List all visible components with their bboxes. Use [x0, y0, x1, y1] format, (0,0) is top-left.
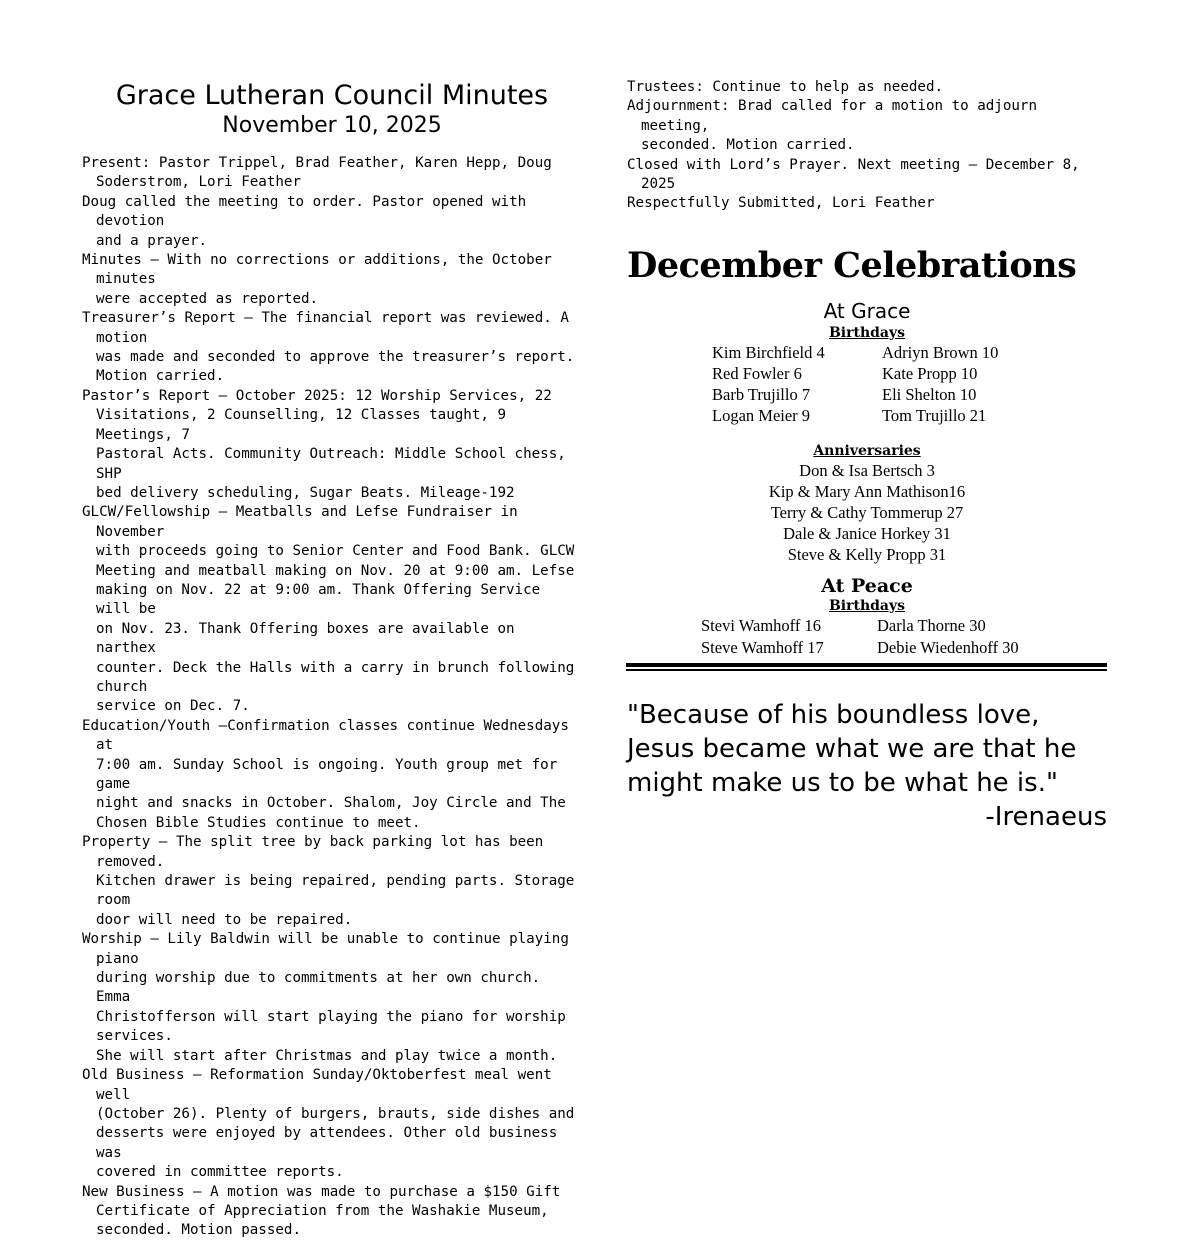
quote-author: -Irenaeus [985, 802, 1107, 832]
peace-birthdays-heading: Birthdays [828, 597, 906, 614]
minutes-call-to-order: Doug called the meeting to order. Pastor opened with devotion and a prayer. [82, 193, 527, 249]
list-item: Steve & Kelly Propp 31 [787, 544, 947, 564]
grace-anniversaries-heading: Anniversaries [813, 442, 921, 459]
grace-heading: At Grace [823, 298, 911, 323]
minutes-old-business: Old Business – Reformation Sunday/Oktoberfest meal went well (October 26). Plenty of burgers, brauts, side dishes and desserts were enjoyed by attendees. Other old business was covered in committee reports. [82, 1067, 575, 1181]
list-item: Steve Wamhoff 17 [701, 637, 824, 657]
minutes-trustees: Trustees: Continue to help as needed. [627, 79, 944, 95]
minutes-approval: Minutes – With no corrections or additions, the October minutes were accepted as reported. [82, 252, 552, 307]
minutes-glcw-fellowship: GLCW/Fellowship – Meatballs and Lefse Fundraiser in November with proceeds going to Senior Center and Food Bank. GLCW Meeting and meatball making on Nov. 20 at 9:00 am. Lefse making on Nov. 22 at 9:00 am. Thank Offering Service will be on Nov. 23. Thank Offering boxes are available on narthex counter. Deck the Halls with a carry in brunch following church service on Dec. 7. [82, 504, 575, 715]
list-item: Don & Isa Bertsch 3 [799, 460, 935, 480]
list-item: Red Fowler 6 [712, 363, 802, 383]
right-column [627, 78, 1107, 659]
minutes-continued [627, 78, 1107, 214]
list-item: Kate Propp 10 [882, 363, 978, 383]
list-item: Debie Wiedenhoff 30 [877, 637, 1019, 657]
grace-anniversaries-list [627, 460, 1107, 565]
list-item: Tom Trujillo 21 [882, 405, 987, 425]
list-item: Kim Birchfield 4 [712, 342, 825, 362]
minutes-present: Present: Pastor Trippel, Brad Feather, Karen Hepp, Doug Soderstrom, Lori Feather [82, 155, 552, 191]
council-minutes-section [82, 80, 582, 1241]
minutes-worship: Worship – Lily Baldwin will be unable to continue playing piano during worship due to commitments at her own church. Emma Christofferson will start playing the piano for worship services. She will start after Christmas and play twice a month. [82, 931, 569, 1064]
minutes-treasurer-report: Treasurer’s Report – The financial report was reviewed. A motion was made and seconded to approve the treasurer’s report. Motion carried. [82, 310, 575, 385]
list-item: Kip & Mary Ann Mathison16 [768, 481, 966, 501]
minutes-new-business: New Business – A motion was made to purchase a $150 Gift Certificate of Appreciation from the Washakie Museum, seconded. Motion passed. [82, 1183, 561, 1239]
minutes-pastor-report: Pastor’s Report – October 2025: 12 Worship Services, 22 Visitations, 2 Counselling, 12 Classes taught, 9 Meetings, 7 Pastoral Acts. Community Outreach: Middle School chess, SHP bed delivery scheduling, Sugar Beats. Mileage-192 [82, 387, 566, 501]
peace-heading: At Peace [821, 574, 913, 597]
list-item: Logan Meier 9 [712, 405, 811, 425]
divider-thick [626, 663, 1107, 667]
list-item: Barb Trujillo 7 [712, 384, 811, 404]
grace-birthdays-heading: Birthdays [828, 324, 906, 341]
minutes-education-youth: Education/Youth –Confirmation classes continue Wednesdays at 7:00 am. Sunday School is ongoing. Youth group met for game night and snacks in October. Shalom, Joy Circle and The Chosen Bible Studies continue to meet. [82, 717, 569, 831]
list-item: Dale & Janice Horkey 31 [783, 523, 951, 543]
minutes-property: Property – The split tree by back parking lot has been removed. Kitchen drawer is being repaired, pending parts. Storage room door will need to be repaired. [82, 834, 575, 928]
list-item: Stevi Wamhoff 16 [701, 615, 821, 635]
quote-block [627, 698, 1107, 834]
divider-thin [626, 669, 1107, 671]
list-item: Eli Shelton 10 [882, 384, 977, 404]
peace-birthdays-list [647, 615, 1107, 659]
quote-text: "Because of his boundless love, Jesus became what we are that he might make us to be what he is." [627, 700, 1077, 798]
minutes-closing: Closed with Lord’s Prayer. Next meeting – December 8, 2025 [627, 156, 1080, 193]
list-item: Darla Thorne 30 [877, 615, 986, 635]
grace-birthdays-list [657, 342, 1107, 426]
list-item: Adriyn Brown 10 [882, 342, 999, 362]
list-item: Terry & Cathy Tommerup 27 [770, 502, 964, 522]
minutes-title: Grace Lutheran Council Minutes [115, 80, 549, 111]
minutes-body [82, 154, 582, 1241]
minutes-adjournment: Adjournment: Brad called for a motion to adjourn meeting, seconded. Motion carried. [627, 98, 1037, 154]
celebrations-title: December Celebrations [627, 244, 1077, 286]
minutes-submitted-by: Respectfully Submitted, Lori Feather [627, 195, 935, 212]
minutes-date: November 10, 2025 [222, 113, 442, 138]
